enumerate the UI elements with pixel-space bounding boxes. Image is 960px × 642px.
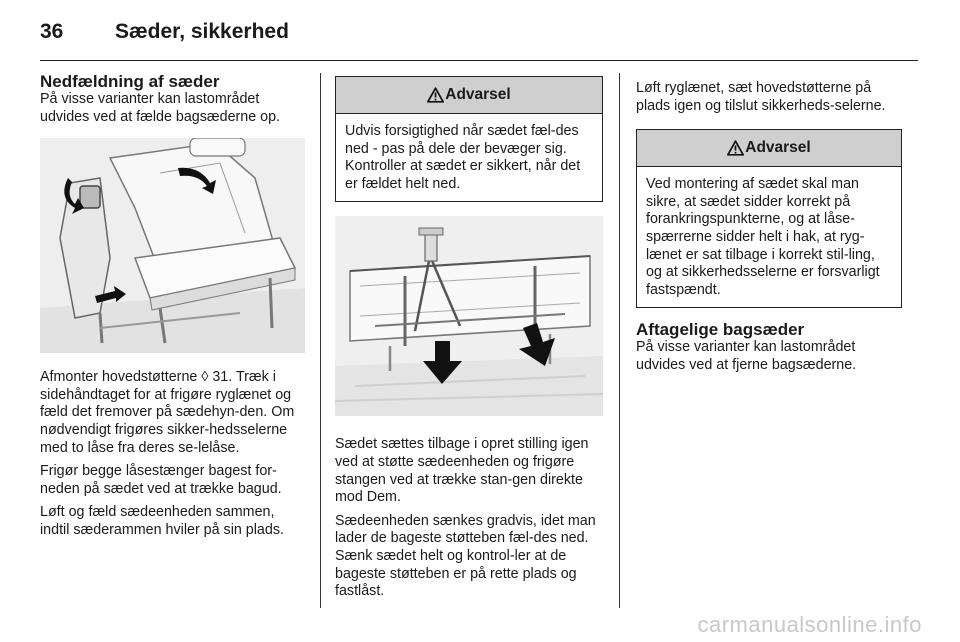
column-1: [40, 72, 305, 546]
paragraph-remove-headrests: Afmonter hovedstøtterne ◊ 31. Træk i sidehåndtaget for at frigøre ryglænet og fæld det fremover på sædehyn-den. Om nødvendigt frigøres sikker-hedsselerne med to låse fra deres se-lelåse.: [40, 369, 295, 456]
page-number: 36: [40, 20, 64, 43]
heading-folding-seats: Nedfældning af sæder: [40, 72, 220, 91]
intro-text: På visse varianter kan lastområdet udvides ved at fjerne bagsæderne.: [636, 339, 857, 373]
warning-text: Ved montering af sædet skal man sikre, at sædet sidder korrekt på forankringspunkterne, og at låse-spærrerne sidder helt i hak, at ryg-lænet er sat tilbage i korrekt stil-ling, og at sikkerhedsselerne er forsvarligt fastspændt.: [646, 176, 880, 298]
column-divider: [320, 73, 321, 608]
intro-text: På visse varianter kan lastområdet udvides ved at fælde bagsæderne op.: [40, 91, 281, 125]
warning-box: [636, 129, 902, 308]
paragraph-return-upright: Sædet sættes tilbage i opret stilling igen ved at støtte sædeenheden og frigøre stangen ved at trække stan-gen direkte mod Dem.: [335, 436, 589, 506]
seat-fold-illustration: [40, 138, 305, 353]
column-2: [335, 76, 603, 607]
section-title: Sæder, sikkerhed: [115, 20, 289, 43]
column-3: [636, 80, 902, 381]
paragraph-lift-backrest: Løft ryglænet, sæt hovedstøtterne på plads igen og tilslut sikkerheds-selerne.: [636, 80, 886, 114]
seat-legs-illustration: [335, 216, 603, 416]
watermark: carmanualsonline.info: [697, 612, 922, 637]
warning-text: Udvis forsigtighed når sædet fæl-des ned - pas på dele der bevæger sig. Kontroller at sædet er sikkert, når det er fældet helt ned.: [345, 123, 581, 192]
warning-header: [336, 77, 602, 114]
column-divider: [619, 73, 620, 608]
warning-title: Advarsel: [445, 86, 511, 103]
warning-triangle-icon: [427, 87, 444, 103]
warning-header: [637, 130, 901, 167]
paragraph-release-bars: Frigør begge låsestænger bagest for-neden på sædet ved at trække bagud.: [40, 463, 282, 497]
warning-box: [335, 76, 603, 202]
heading-removable-seats: Aftagelige bagsæder: [636, 320, 805, 340]
paragraph-lift-fold: Løft og fæld sædeenheden sammen, indtil sæderammen hviler på sin plads.: [40, 504, 284, 538]
page-header: [40, 14, 918, 61]
warning-triangle-icon: [727, 140, 744, 156]
warning-title: Advarsel: [745, 139, 811, 157]
paragraph-lower-seat: Sædeenheden sænkes gradvis, idet man lader de bageste støtteben fæl-des ned. Sænk sædet helt og kontrol-ler at de bageste støtteben er på rette plads og fastlåst.: [335, 512, 596, 600]
